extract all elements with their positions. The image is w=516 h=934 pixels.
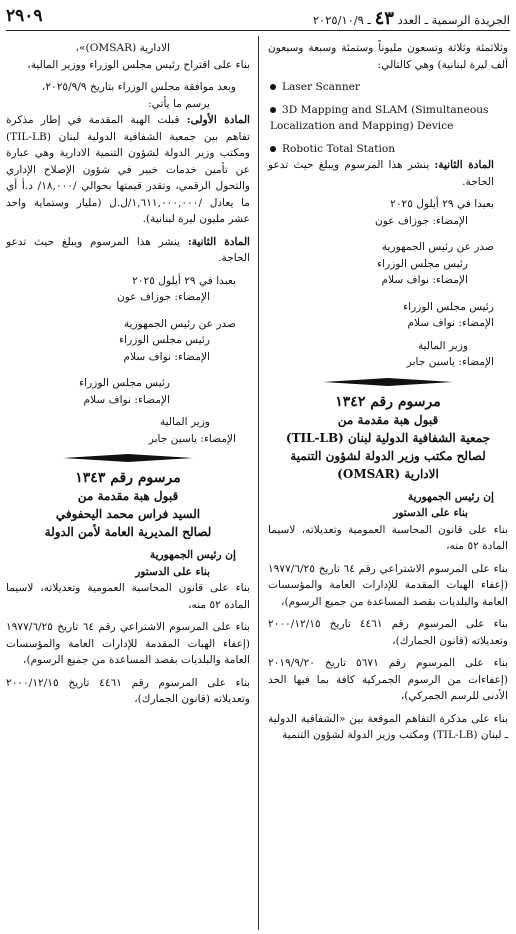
decree-title-line: لصالح مكتب وزير الدولة لشؤون التنمية bbox=[290, 448, 486, 463]
pm-signature: الإمضاء: نواف سلام bbox=[381, 274, 468, 286]
left-column bbox=[6, 40, 250, 708]
bullet-icon bbox=[270, 107, 276, 113]
decree-title-line: الادارية (OMSAR) bbox=[337, 466, 439, 481]
clause: بناء على المرسوم رقم ٥٦٧١ تاريخ ٢٠١٩/٩/٢٠ (إعفاءات من الرسوم الجمركية كافة بما فيها الحد الأدنى للرسم الجمركي)، bbox=[268, 657, 508, 702]
journal-name: الجريدة الرسمية ـ العدد bbox=[397, 13, 510, 27]
decree-title-line: قبول هبة مقدمة من bbox=[337, 412, 439, 427]
decree-title-line: السيد فراس محمد اليحفوفي bbox=[55, 507, 201, 521]
paragraph: بناء على اقتراح رئيس مجلس الوزراء ووزير المالية، bbox=[27, 58, 250, 71]
clause: بناء على المرسوم رقم ٤٤٦١ تاريخ ٢٠٠٠/١٢/١٥ وتعديلاته (قانون الجمارك)، bbox=[6, 676, 250, 705]
clause: بناء على المرسوم رقم ٤٤٦١ تاريخ ٢٠٠٠/١٢/١٥ وتعديلاته (قانون الجمارك)، bbox=[268, 618, 508, 647]
minister-signature: الإمضاء: ياسين جابر bbox=[148, 432, 236, 445]
issued-by: صدر عن رئيس الجمهورية bbox=[381, 241, 494, 253]
separator-ornament bbox=[6, 451, 250, 465]
decree-title-line: قبول هبة مقدمة من bbox=[77, 489, 179, 503]
article-1: المادة الأولى: قبلت الهبة المقدمة في إطار مذكرة تفاهم بين جمعية الشفافية الدولية لبنان (TIL-LB) ومكتب وزير الدولة لشؤون التنمية الادارية وهي عبارة عن تأمين خدمات خبير في شؤون الإصلاح الإداري والتحول الرقمي، وتقدر قيمتها بحوالي /١٨,٠٠٠/ د.أ أي ما يعادل /١,٦١١,٠٠٠,٠٠٠/ل.ل (مليار وستماية واحد عشر مليون ليرة لبنانية). bbox=[6, 114, 250, 225]
separator-ornament bbox=[268, 375, 508, 389]
clause: بناء على المرسوم الاشتراعي رقم ٦٤ تاريخ ١٩٧٧/٦/٢٥ (إعفاء الهبات المقدمة للإدارات العامة والمؤسسات العامة والبلديات بقصد المساعدة من جميع الرسوم)، bbox=[268, 562, 508, 608]
bullet-item: Robotic Total Station bbox=[268, 141, 508, 158]
paragraph: وبعد موافقة مجلس الوزراء بتاريخ ٢٠٢٥/٩/٩، bbox=[41, 81, 236, 93]
date-line: بعبدا في ٢٩ أيلول ٢٠٢٥ bbox=[390, 198, 494, 210]
bullet-icon bbox=[270, 84, 276, 90]
bullet-item: Laser Scanner bbox=[268, 79, 508, 96]
president-heading: إن رئيس الجمهورية bbox=[149, 549, 236, 561]
clause: بناء على قانون المحاسبة العمومية وتعديلاته، لاسيما المادة ٥٢ منه، bbox=[268, 523, 508, 552]
right-column bbox=[268, 40, 508, 744]
bullet-icon bbox=[270, 146, 276, 152]
clause: بناء على مذكرة التفاهم الموقعة بين «الشفافية الدولية ـ لبنان (TIL-LB) ومكتب وزير الدولة لشؤون التنمية bbox=[268, 712, 508, 741]
issue-date: ـ ٢٠٢٥/١٠/٩ bbox=[312, 13, 371, 27]
decree-number: مرسوم رقم ١٣٤٣ bbox=[75, 470, 181, 486]
issue-number: ٤٣ bbox=[374, 8, 394, 29]
page-number: ٢٩٠٩ bbox=[6, 6, 43, 26]
article-2: المادة الثانية: ينشر هذا المرسوم ويبلغ حيث تدعو الحاجة. bbox=[6, 235, 250, 264]
constitution-heading: بناء على الدستور bbox=[393, 507, 468, 519]
clause: بناء على قانون المحاسبة العمومية وتعديلاته، لاسيما المادة ٥٢ منه، bbox=[6, 582, 250, 611]
minister-signature: الإمضاء: ياسين جابر bbox=[406, 356, 494, 368]
pm-signature: الإمضاء: نواف سلام bbox=[407, 317, 494, 329]
constitution-heading: بناء على الدستور bbox=[135, 565, 210, 578]
clause: بناء على المرسوم الاشتراعي رقم ٦٤ تاريخ ١٩٧٧/٦/٢٥ (إعفاء الهبات المقدمة للإدارات العامة والمؤسسات العامة والبلديات بقصد المساعدة من جميع الرسوم)، bbox=[6, 621, 250, 666]
pm-signature: الإمضاء: نواف سلام bbox=[83, 393, 170, 406]
paragraph: وثلاثمئة وثلاثة وتسعون مليوناً وستمئة وسبعة وسبعون ألف ليرة لبنانية) وهي كالتالي: bbox=[268, 42, 508, 71]
decree-number: مرسوم رقم ١٣٤٢ bbox=[335, 393, 441, 410]
pm-signature: الإمضاء: نواف سلام bbox=[123, 350, 210, 363]
article-2: المادة الثانية: ينشر هذا المرسوم ويبلغ حيث تدعو الحاجة. bbox=[268, 159, 494, 188]
pm-title: رئيس مجلس الوزراء bbox=[79, 377, 170, 389]
issued-by: صدر عن رئيس الجمهورية bbox=[123, 317, 236, 330]
paragraph: يرسم ما يأتي: bbox=[148, 97, 210, 110]
pm-title: رئيس مجلس الوزراء bbox=[377, 257, 468, 270]
pm-title: رئيس مجلس الوزراء bbox=[119, 334, 210, 346]
signature: الإمضاء: جوزاف عون bbox=[375, 214, 468, 227]
decree-title-line: جمعية الشفافية الدولية لبنان (TIL-LB) bbox=[285, 430, 491, 445]
paragraph: الادارية (OMSAR)»، bbox=[75, 42, 170, 54]
pm-title: رئيس مجلس الوزراء bbox=[403, 300, 494, 313]
journal-title bbox=[313, 8, 510, 29]
date-line: بعبدا في ٢٩ أيلول ٢٠٢٥ bbox=[132, 274, 236, 287]
minister-title: وزير المالية bbox=[417, 339, 468, 352]
president-heading: إن رئيس الجمهورية bbox=[407, 490, 494, 503]
column-divider bbox=[258, 36, 259, 930]
minister-title: وزير المالية bbox=[159, 416, 210, 428]
bullet-item: 3D Mapping and SLAM (Simultaneous Localization and Mapping) Device bbox=[270, 103, 489, 132]
page-header bbox=[6, 4, 510, 31]
decree-title-line: لصالح المديرية العامة لأمن الدولة bbox=[44, 525, 212, 539]
signature: الإمضاء: جوزاف عون bbox=[117, 291, 210, 303]
